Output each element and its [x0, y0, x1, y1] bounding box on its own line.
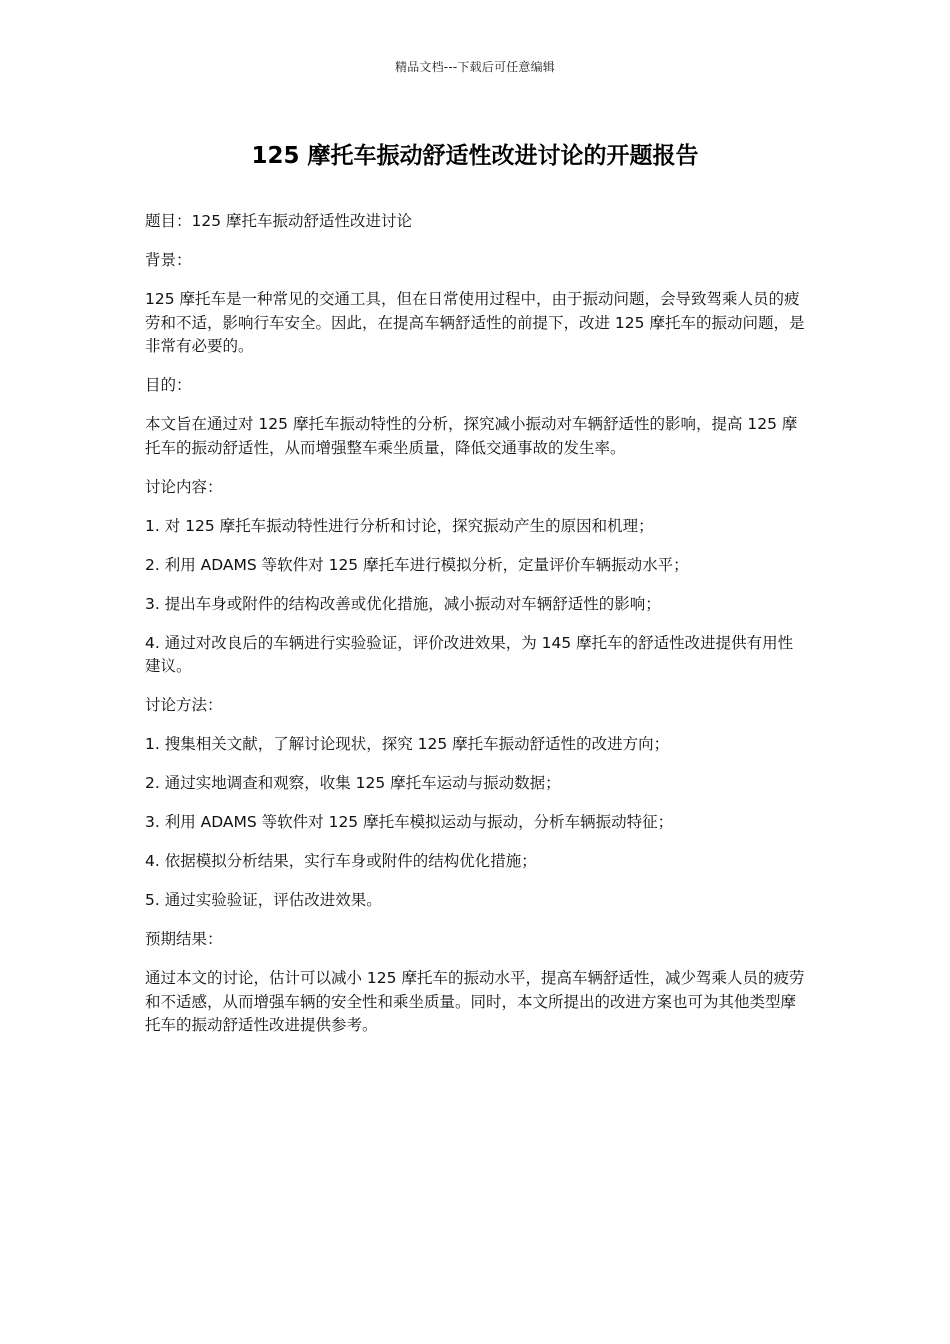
content-heading: 讨论内容： — [145, 477, 223, 496]
content-item: 4. 通过对改良后的车辆进行实验验证，评价改进效果，为 145 摩托车的舒适性改进提供有用性建议。 — [145, 633, 794, 675]
background-heading: 背景： — [145, 251, 192, 269]
purpose-text: 本文旨在通过对 125 摩托车振动特性的分析，探究减小振动对车辆舒适性的影响，提高 125 摩托车的振动舒适性，从而增强整车乘坐质量，降低交通事故的发生率。 — [145, 415, 798, 457]
content-item: 2. 利用 ADAMS 等软件对 125 摩托车进行模拟分析，定量评价车辆振动水平； — [145, 555, 689, 574]
expected-text: 通过本文的讨论，估计可以减小 125 摩托车的振动水平，提高车辆舒适性，减少驾乘人员的疲劳和不适感，从而增强车辆的安全性和乘坐质量。同时，本文所提出的改进方案也可为其他类型摩托车的振动舒适性改进提供参考。 — [145, 969, 805, 1034]
background-text: 125 摩托车是一种常见的交通工具，但在日常使用过程中，由于振动问题，会导致驾乘人员的疲劳和不适，影响行车安全。因此，在提高车辆舒适性的前提下，改进 125 摩托车的振动问题，是非常有必要的。 — [145, 290, 805, 355]
content-item: 1. 对 125 摩托车振动特性进行分析和讨论，探究振动产生的原因和机理； — [145, 516, 654, 535]
method-item: 1. 搜集相关文献，了解讨论现状，探究 125 摩托车振动舒适性的改进方向； — [145, 735, 670, 753]
method-heading: 讨论方法： — [145, 696, 223, 714]
method-item: 5. 通过实验验证，评估改进效果。 — [145, 891, 382, 909]
expected-heading: 预期结果： — [145, 930, 223, 948]
method-item: 3. 利用 ADAMS 等软件对 125 摩托车模拟运动与振动，分析车辆振动特征； — [145, 813, 674, 831]
document-body — [145, 210, 807, 1053]
content-item: 3. 提出车身或附件的结构改善或优化措施，减小振动对车辆舒适性的影响； — [145, 594, 661, 613]
purpose-heading: 目的： — [145, 376, 192, 394]
header-note: 精品文档---下载后可任意编辑 — [395, 60, 555, 74]
method-item: 4. 依据模拟分析结果，实行车身或附件的结构优化措施； — [145, 852, 537, 870]
topic-line: 题目：125 摩托车振动舒适性改进讨论 — [145, 212, 413, 230]
method-item: 2. 通过实地调查和观察，收集 125 摩托车运动与振动数据； — [145, 774, 561, 792]
document-title: 125 摩托车振动舒适性改进讨论的开题报告 — [251, 143, 699, 169]
